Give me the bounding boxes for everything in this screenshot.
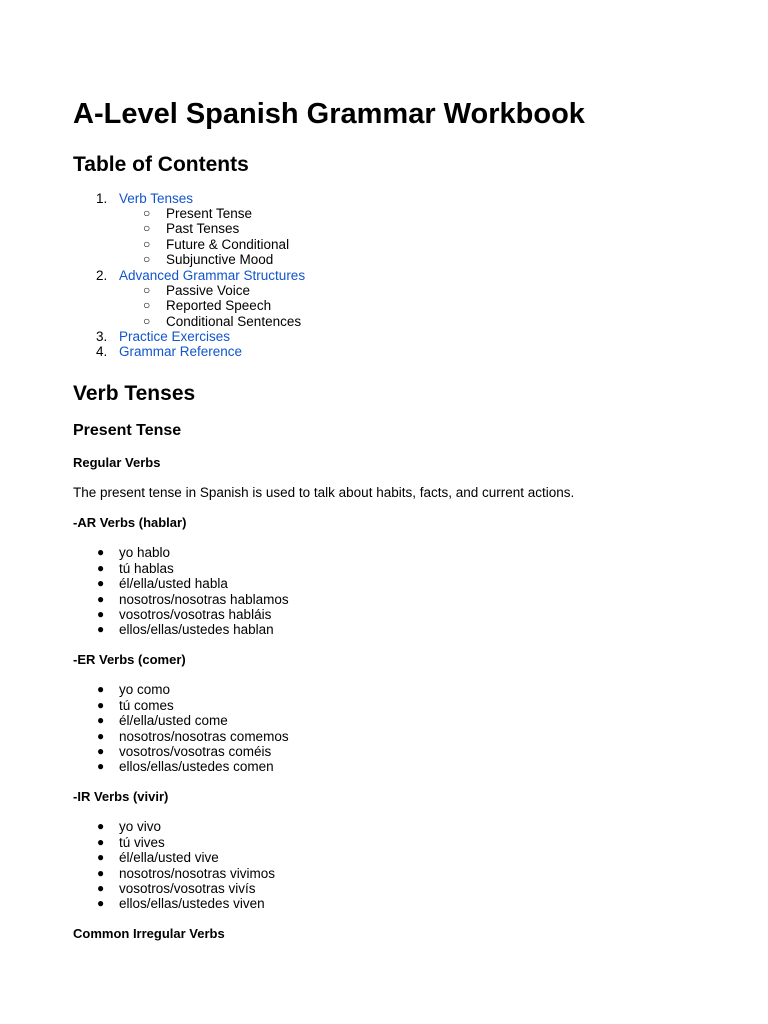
toc-item-number: 1. [96,191,108,206]
section-heading-verb-tenses: Verb Tenses [73,382,196,405]
bullet-marker: ● [97,607,105,621]
toc-link-verb-tenses[interactable]: Verb Tenses [119,191,194,206]
toc-sub-marker: ○ [143,237,151,251]
list-item: nosotros/nosotras hablamos [119,592,289,607]
list-item: ellos/ellas/ustedes viven [119,896,265,911]
toc-sub-marker: ○ [143,298,151,312]
toc-item-number: 4. [96,344,108,359]
list-item: tú vives [119,835,165,850]
bullet-marker: ● [97,759,105,773]
bullet-marker: ● [97,561,105,575]
list-item: él/ella/usted come [119,713,228,728]
toc-sub-marker: ○ [143,314,151,328]
list-item: vosotros/vosotras coméis [119,744,272,759]
toc-subitem: Conditional Sentences [166,314,302,329]
heading-irregular-verbs: Common Irregular Verbs [73,926,225,941]
toc-subitem: Subjunctive Mood [166,252,274,267]
list-item: tú hablas [119,561,174,576]
toc-link-practice-exercises[interactable]: Practice Exercises [119,329,231,344]
list-item: él/ella/usted vive [119,850,219,865]
heading-er-verbs: -ER Verbs (comer) [73,652,186,667]
toc-subitem: Reported Speech [166,298,272,313]
toc-heading: Table of Contents [73,153,249,176]
bullet-marker: ● [97,896,105,910]
intro-paragraph: The present tense in Spanish is used to talk about habits, facts, and current actions. [73,485,575,500]
bullet-marker: ● [97,835,105,849]
bullet-marker: ● [97,744,105,758]
list-item: ellos/ellas/ustedes hablan [119,622,274,637]
toc-sub-marker: ○ [143,252,151,266]
bullet-marker: ● [97,729,105,743]
bullet-marker: ● [97,545,105,559]
bullet-marker: ● [97,576,105,590]
list-item: nosotros/nosotras vivimos [119,866,276,881]
heading-ir-verbs: -IR Verbs (vivir) [73,789,169,804]
heading-regular-verbs: Regular Verbs [73,455,161,470]
toc-subitem: Future & Conditional [166,237,290,252]
list-item: vosotros/vosotras habláis [119,607,272,622]
document-title: A-Level Spanish Grammar Workbook [73,98,585,130]
list-item: ellos/ellas/ustedes comen [119,759,274,774]
subsection-heading-present-tense: Present Tense [73,422,182,439]
toc-item-number: 3. [96,329,108,344]
toc-link-grammar-reference[interactable]: Grammar Reference [119,344,243,359]
toc-subitem: Past Tenses [166,221,240,236]
list-item: yo hablo [119,545,171,560]
list-item: él/ella/usted habla [119,576,228,591]
toc-link-advanced-grammar[interactable]: Advanced Grammar Structures [119,268,306,283]
toc-sub-marker: ○ [143,221,151,235]
toc-subitem: Present Tense [166,206,253,221]
bullet-marker: ● [97,850,105,864]
bullet-marker: ● [97,698,105,712]
list-item: yo como [119,682,171,697]
bullet-marker: ● [97,622,105,636]
heading-ar-verbs: -AR Verbs (hablar) [73,515,187,530]
toc-sub-marker: ○ [143,206,151,220]
toc-sub-marker: ○ [143,283,151,297]
bullet-marker: ● [97,819,105,833]
list-item: nosotros/nosotras comemos [119,729,289,744]
bullet-marker: ● [97,881,105,895]
bullet-marker: ● [97,682,105,696]
list-item: yo vivo [119,819,162,834]
toc-subitem: Passive Voice [166,283,251,298]
bullet-marker: ● [97,866,105,880]
toc-item-number: 2. [96,268,108,283]
list-item: vosotros/vosotras vivís [119,881,256,896]
bullet-marker: ● [97,713,105,727]
list-item: tú comes [119,698,174,713]
bullet-marker: ● [97,592,105,606]
